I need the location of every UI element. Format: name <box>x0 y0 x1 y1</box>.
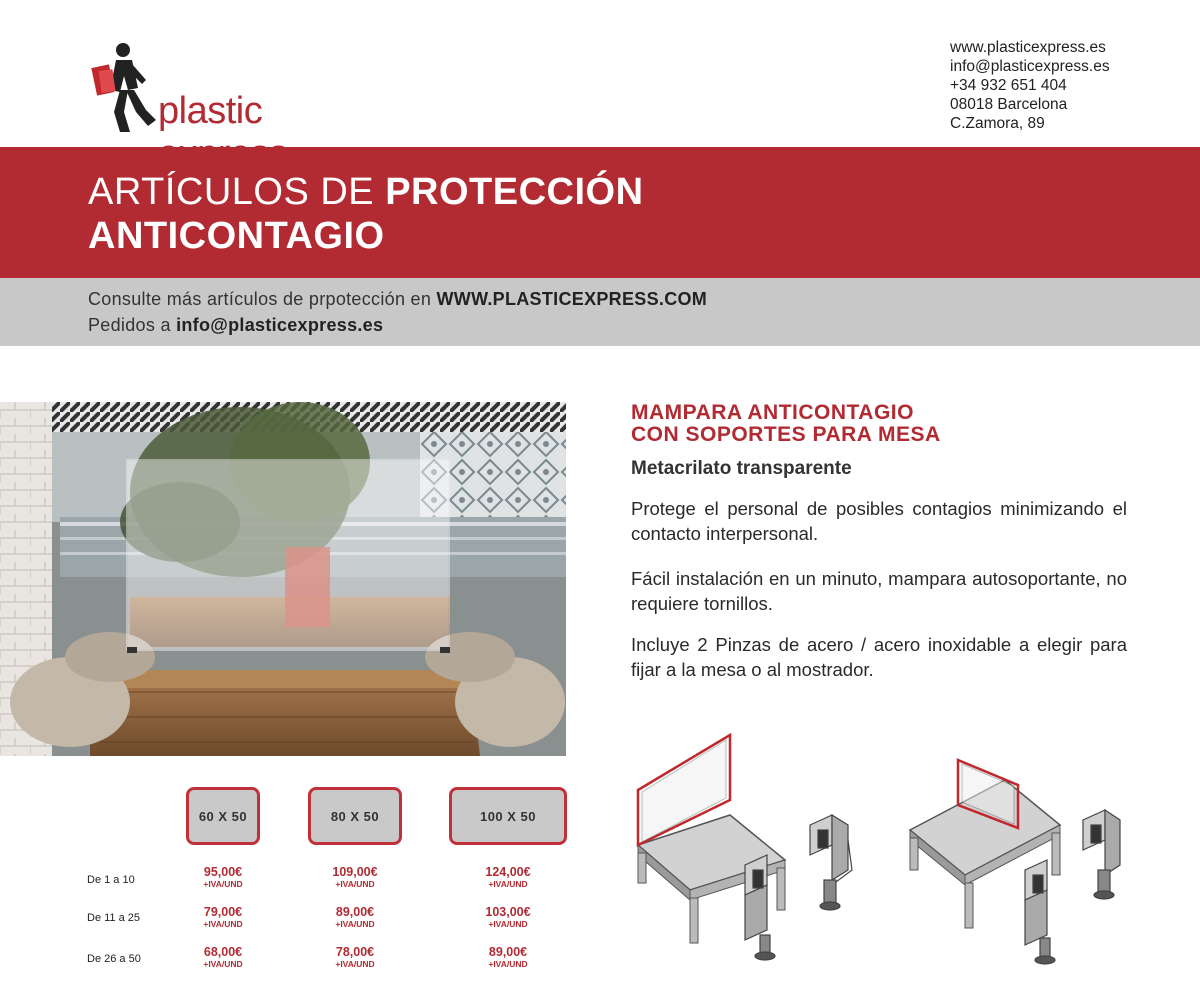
price-cell: 109,00€ +IVA/UND <box>332 865 378 889</box>
price-cell: 89,00€ +IVA/UND <box>488 945 528 969</box>
banner-title-line2: ANTICONTAGIO <box>88 215 385 257</box>
info-band <box>0 278 1200 346</box>
qty-row-label: De 11 a 25 <box>87 912 141 924</box>
size-80x50-button[interactable]: 80 X 50 <box>308 787 402 845</box>
product-photo <box>0 402 566 756</box>
price-cell: 124,00€ +IVA/UND <box>485 865 531 889</box>
phone-number[interactable]: +34 932 651 404 <box>950 77 1067 94</box>
price-cell: 103,00€ +IVA/UND <box>485 905 531 929</box>
size-60x50-button[interactable]: 60 X 50 <box>186 787 260 845</box>
website-link[interactable]: www.plasticexpress.es <box>950 39 1106 56</box>
price-cell: 78,00€ +IVA/UND <box>335 945 375 969</box>
title-banner <box>0 147 1200 278</box>
walking-man-icon <box>86 40 166 135</box>
product-title: MAMPARA ANTICONTAGIO CON SOPORTES PARA MESA <box>631 401 941 446</box>
banner-title-line1: ARTÍCULOS DE PROTECCIÓN <box>88 171 644 213</box>
product-description-3: Incluye 2 Pinzas de acero / acero inoxidable a elegir para fijar a la mesa o al mostrador. <box>631 634 1127 680</box>
info-line-website: Consulte más artículos de prpotección en WWW.PLASTICEXPRESS.COM <box>88 289 708 309</box>
product-subtitle: Metacrilato transparente <box>631 458 852 479</box>
product-description-2: Fácil instalación en un minuto, mampara autosoportante, no requiere tornillos. <box>631 568 1127 614</box>
product-description-1: Protege el personal de posibles contagios minimizando el contacto interpersonal. <box>631 498 1127 544</box>
brand-name: plastic <box>158 90 263 132</box>
brand-logo[interactable] <box>86 40 396 135</box>
email-link[interactable]: info@plasticexpress.es <box>950 58 1110 75</box>
clamp-icon <box>1083 810 1120 899</box>
installation-diagram <box>620 720 1150 985</box>
price-cell: 68,00€ +IVA/UND <box>203 945 243 969</box>
city: 08018 Barcelona <box>950 96 1068 113</box>
size-100x50-button[interactable]: 100 X 50 <box>449 787 567 845</box>
info-website-link[interactable]: WWW.PLASTICEXPRESS.COM <box>436 289 708 309</box>
price-cell: 79,00€ +IVA/UND <box>203 905 243 929</box>
info-email-link[interactable]: info@plasticexpress.es <box>176 315 384 335</box>
street-address: C.Zamora, 89 <box>950 115 1045 132</box>
price-cell: 89,00€ +IVA/UND <box>335 905 375 929</box>
price-cell: 95,00€ +IVA/UND <box>203 865 243 889</box>
contact-block <box>950 38 1110 133</box>
clamp-icon <box>1025 860 1055 964</box>
clamp-icon <box>810 815 852 910</box>
qty-row-label: De 1 a 10 <box>87 874 135 886</box>
info-line-email: Pedidos a info@plasticexpress.es <box>88 315 384 335</box>
qty-row-label: De 26 a 50 <box>87 953 141 965</box>
